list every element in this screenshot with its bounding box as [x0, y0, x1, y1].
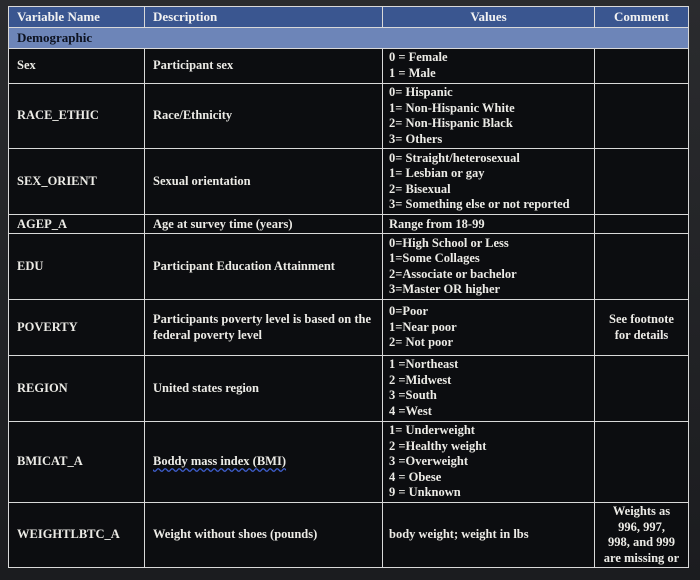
table-row	[9, 83, 689, 149]
table-row	[9, 149, 689, 215]
table-row	[9, 355, 689, 421]
variable-name: RACE_ETHIC	[9, 83, 145, 149]
value-line: 4 =West	[389, 403, 432, 418]
variable-comment	[595, 49, 689, 83]
variable-table	[8, 6, 689, 568]
value-line: 2 =Midwest	[389, 372, 452, 387]
variable-name: POVERTY	[9, 300, 145, 356]
table-row	[9, 421, 689, 502]
value-line: 0=High School or Less	[389, 235, 509, 250]
value-line: 2= Non-Hispanic Black	[389, 116, 513, 131]
header-variable-name: Variable Name	[9, 7, 145, 28]
comment-line: 996, 997,	[618, 519, 665, 534]
variable-comment	[595, 215, 689, 234]
value-line: 9 = Unknown	[389, 485, 461, 500]
variable-comment	[595, 355, 689, 421]
value-line: 3 =South	[389, 388, 437, 403]
description-text: Boddy mass index (BMI)	[153, 454, 287, 469]
variable-description: Sexual orientation	[145, 149, 383, 215]
value-line: 1 = Male	[389, 65, 436, 80]
value-line: Range from 18-99	[389, 216, 485, 231]
comment-line: Weights as	[612, 504, 671, 519]
value-line: 1= Underweight	[389, 423, 475, 438]
table-row	[9, 215, 689, 234]
variable-name: BMICAT_A	[9, 421, 145, 502]
value-line: 1 =Northeast	[389, 357, 459, 372]
value-line: 1= Lesbian or gay	[389, 166, 485, 181]
value-line: 2 =Healthy weight	[389, 438, 487, 453]
variable-values	[383, 503, 595, 568]
value-line: 2= Bisexual	[389, 181, 451, 196]
variable-description: Participant Education Attainment	[145, 234, 383, 300]
variable-name: SEX_ORIENT	[9, 149, 145, 215]
table-row	[9, 234, 689, 300]
header-values: Values	[383, 7, 595, 28]
comment-line: 998, and 999	[607, 535, 676, 550]
variable-values	[383, 300, 595, 356]
header-description: Description	[145, 7, 383, 28]
comment-line: are missing or	[603, 550, 680, 565]
variable-values	[383, 83, 595, 149]
variable-description: United states region	[145, 355, 383, 421]
comment-line: See footnote	[609, 312, 674, 327]
variable-name: WEIGHTLBTC_A	[9, 503, 145, 568]
variable-comment	[595, 83, 689, 149]
variable-comment	[595, 421, 689, 502]
variable-description: Age at survey time (years)	[145, 215, 383, 234]
value-line: body weight; weight in lbs	[389, 527, 529, 542]
value-line: 3 =Overweight	[389, 454, 468, 469]
value-line: 3=Master OR higher	[389, 282, 501, 297]
value-line: 0= Hispanic	[389, 85, 453, 100]
variable-name: REGION	[9, 355, 145, 421]
description-line: Participants poverty level is based on the	[153, 312, 372, 327]
value-line: 0 = Female	[389, 50, 448, 65]
table-header-row	[9, 7, 689, 28]
variable-comment	[595, 300, 689, 356]
value-line: 2= Not poor	[389, 335, 454, 350]
table-row	[9, 300, 689, 356]
header-comment: Comment	[595, 7, 689, 28]
comment-line: for details	[614, 327, 669, 342]
variable-values	[383, 421, 595, 502]
table-row	[9, 49, 689, 83]
value-line: 3= Others	[389, 131, 443, 146]
value-line: 0=Poor	[389, 304, 429, 319]
value-line: 3= Something else or not reported	[389, 197, 570, 212]
variable-name: EDU	[9, 234, 145, 300]
variable-comment	[595, 503, 689, 568]
variable-values	[383, 149, 595, 215]
value-line: 1= Non-Hispanic White	[389, 100, 515, 115]
table-row	[9, 503, 689, 568]
variable-values	[383, 215, 595, 234]
value-line: 0= Straight/heterosexual	[389, 150, 520, 165]
variable-name: Sex	[9, 49, 145, 83]
variable-comment	[595, 149, 689, 215]
variable-description	[145, 300, 383, 356]
variable-description	[145, 421, 383, 502]
value-line: 1=Near poor	[389, 319, 457, 334]
variable-values	[383, 234, 595, 300]
variable-comment	[595, 234, 689, 300]
value-line: 4 = Obese	[389, 469, 442, 484]
variable-name: AGEP_A	[9, 215, 145, 234]
value-line: 1=Some Collages	[389, 251, 480, 266]
variable-description: Weight without shoes (pounds)	[145, 503, 383, 568]
variable-description: Participant sex	[145, 49, 383, 83]
section-title: Demographic	[9, 28, 689, 49]
section-row	[9, 28, 689, 49]
variable-values	[383, 355, 595, 421]
description-line: federal poverty level	[153, 327, 262, 342]
variable-description: Race/Ethnicity	[145, 83, 383, 149]
value-line: 2=Associate or bachelor	[389, 266, 517, 281]
variable-values	[383, 49, 595, 83]
